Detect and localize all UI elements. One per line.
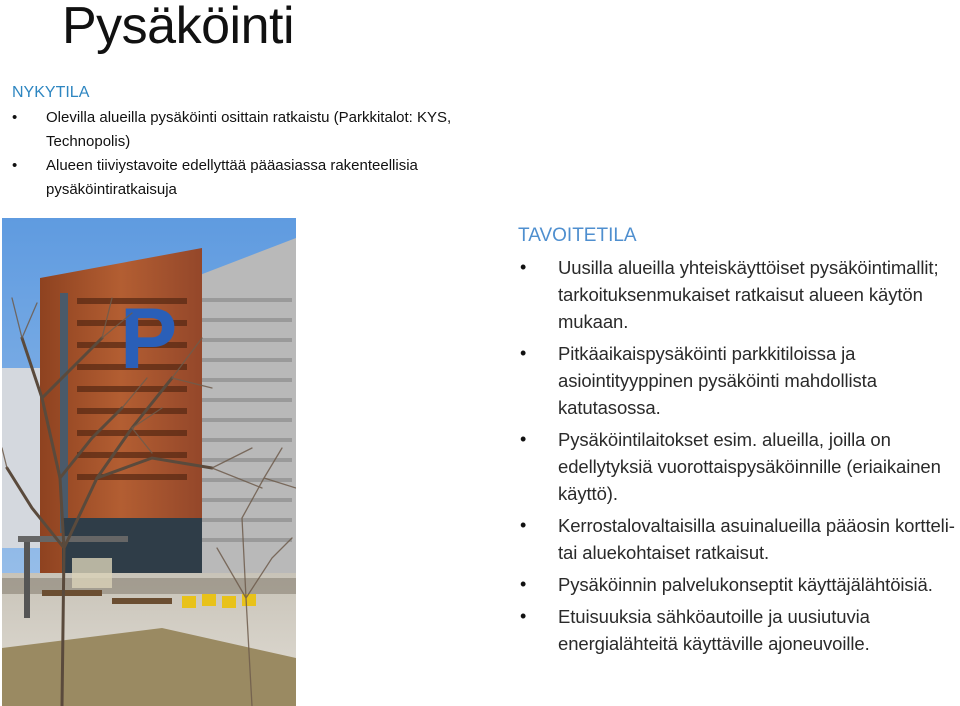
list-item xyxy=(518,254,960,335)
bullet-icon: • xyxy=(520,606,527,626)
bullet-icon: • xyxy=(12,109,18,126)
list-item xyxy=(12,106,452,154)
bullet-icon: • xyxy=(520,429,527,449)
list-item-text: Pitkäaikaispysäköinti parkkitiloissa ja asiointityyppinen pysäköinti mahdollista katutasossa. xyxy=(558,343,877,418)
list-item xyxy=(518,512,960,566)
list-item xyxy=(518,340,960,421)
current-state-section xyxy=(12,82,452,202)
current-state-heading: NYKYTILA xyxy=(12,84,90,101)
parking-sign-letter: P xyxy=(120,291,178,387)
list-item-text: Pysäköintilaitokset esim. alueilla, joilla on edellytyksiä vuorottaispysäköinnille (eriaikainen käyttö). xyxy=(558,429,941,504)
list-item-text: Alueen tiiviystavoite edellyttää pääasiassa rakenteellisia pysäköintiratkaisuja xyxy=(46,157,418,198)
list-item xyxy=(12,154,452,202)
target-state-heading: TAVOITETILA xyxy=(518,225,637,246)
parking-garage-photo xyxy=(2,218,296,706)
current-state-list xyxy=(12,106,452,202)
page-title: Pysäköinti xyxy=(62,0,294,55)
list-item-text: Etuisuuksia sähköautoille ja uusiutuvia energialähteitä käyttäville ajoneuvoille. xyxy=(558,606,870,654)
list-item-text: Olevilla alueilla pysäköinti osittain ratkaistu (Parkkitalot: KYS, Technopolis) xyxy=(46,109,452,150)
list-item-text: Kerrostalovaltaisilla asuinalueilla pääosin kortteli- tai aluekohtaiset ratkaisut. xyxy=(558,515,955,563)
bullet-icon: • xyxy=(12,157,18,174)
bullet-icon: • xyxy=(520,515,527,535)
list-item xyxy=(518,603,960,657)
target-state-section xyxy=(518,222,960,662)
list-item-text: Pysäköinnin palvelukonseptit käyttäjälähtöisiä. xyxy=(558,574,933,595)
list-item xyxy=(518,571,960,598)
list-item-text: Uusilla alueilla yhteiskäyttöiset pysäköintimallit; tarkoituksenmukaiset ratkaisut alueen käytön mukaan. xyxy=(558,257,939,332)
bullet-icon: • xyxy=(520,574,527,594)
target-state-list xyxy=(518,254,960,657)
list-item xyxy=(518,426,960,507)
bullet-icon: • xyxy=(520,343,527,363)
bullet-icon: • xyxy=(520,257,527,277)
